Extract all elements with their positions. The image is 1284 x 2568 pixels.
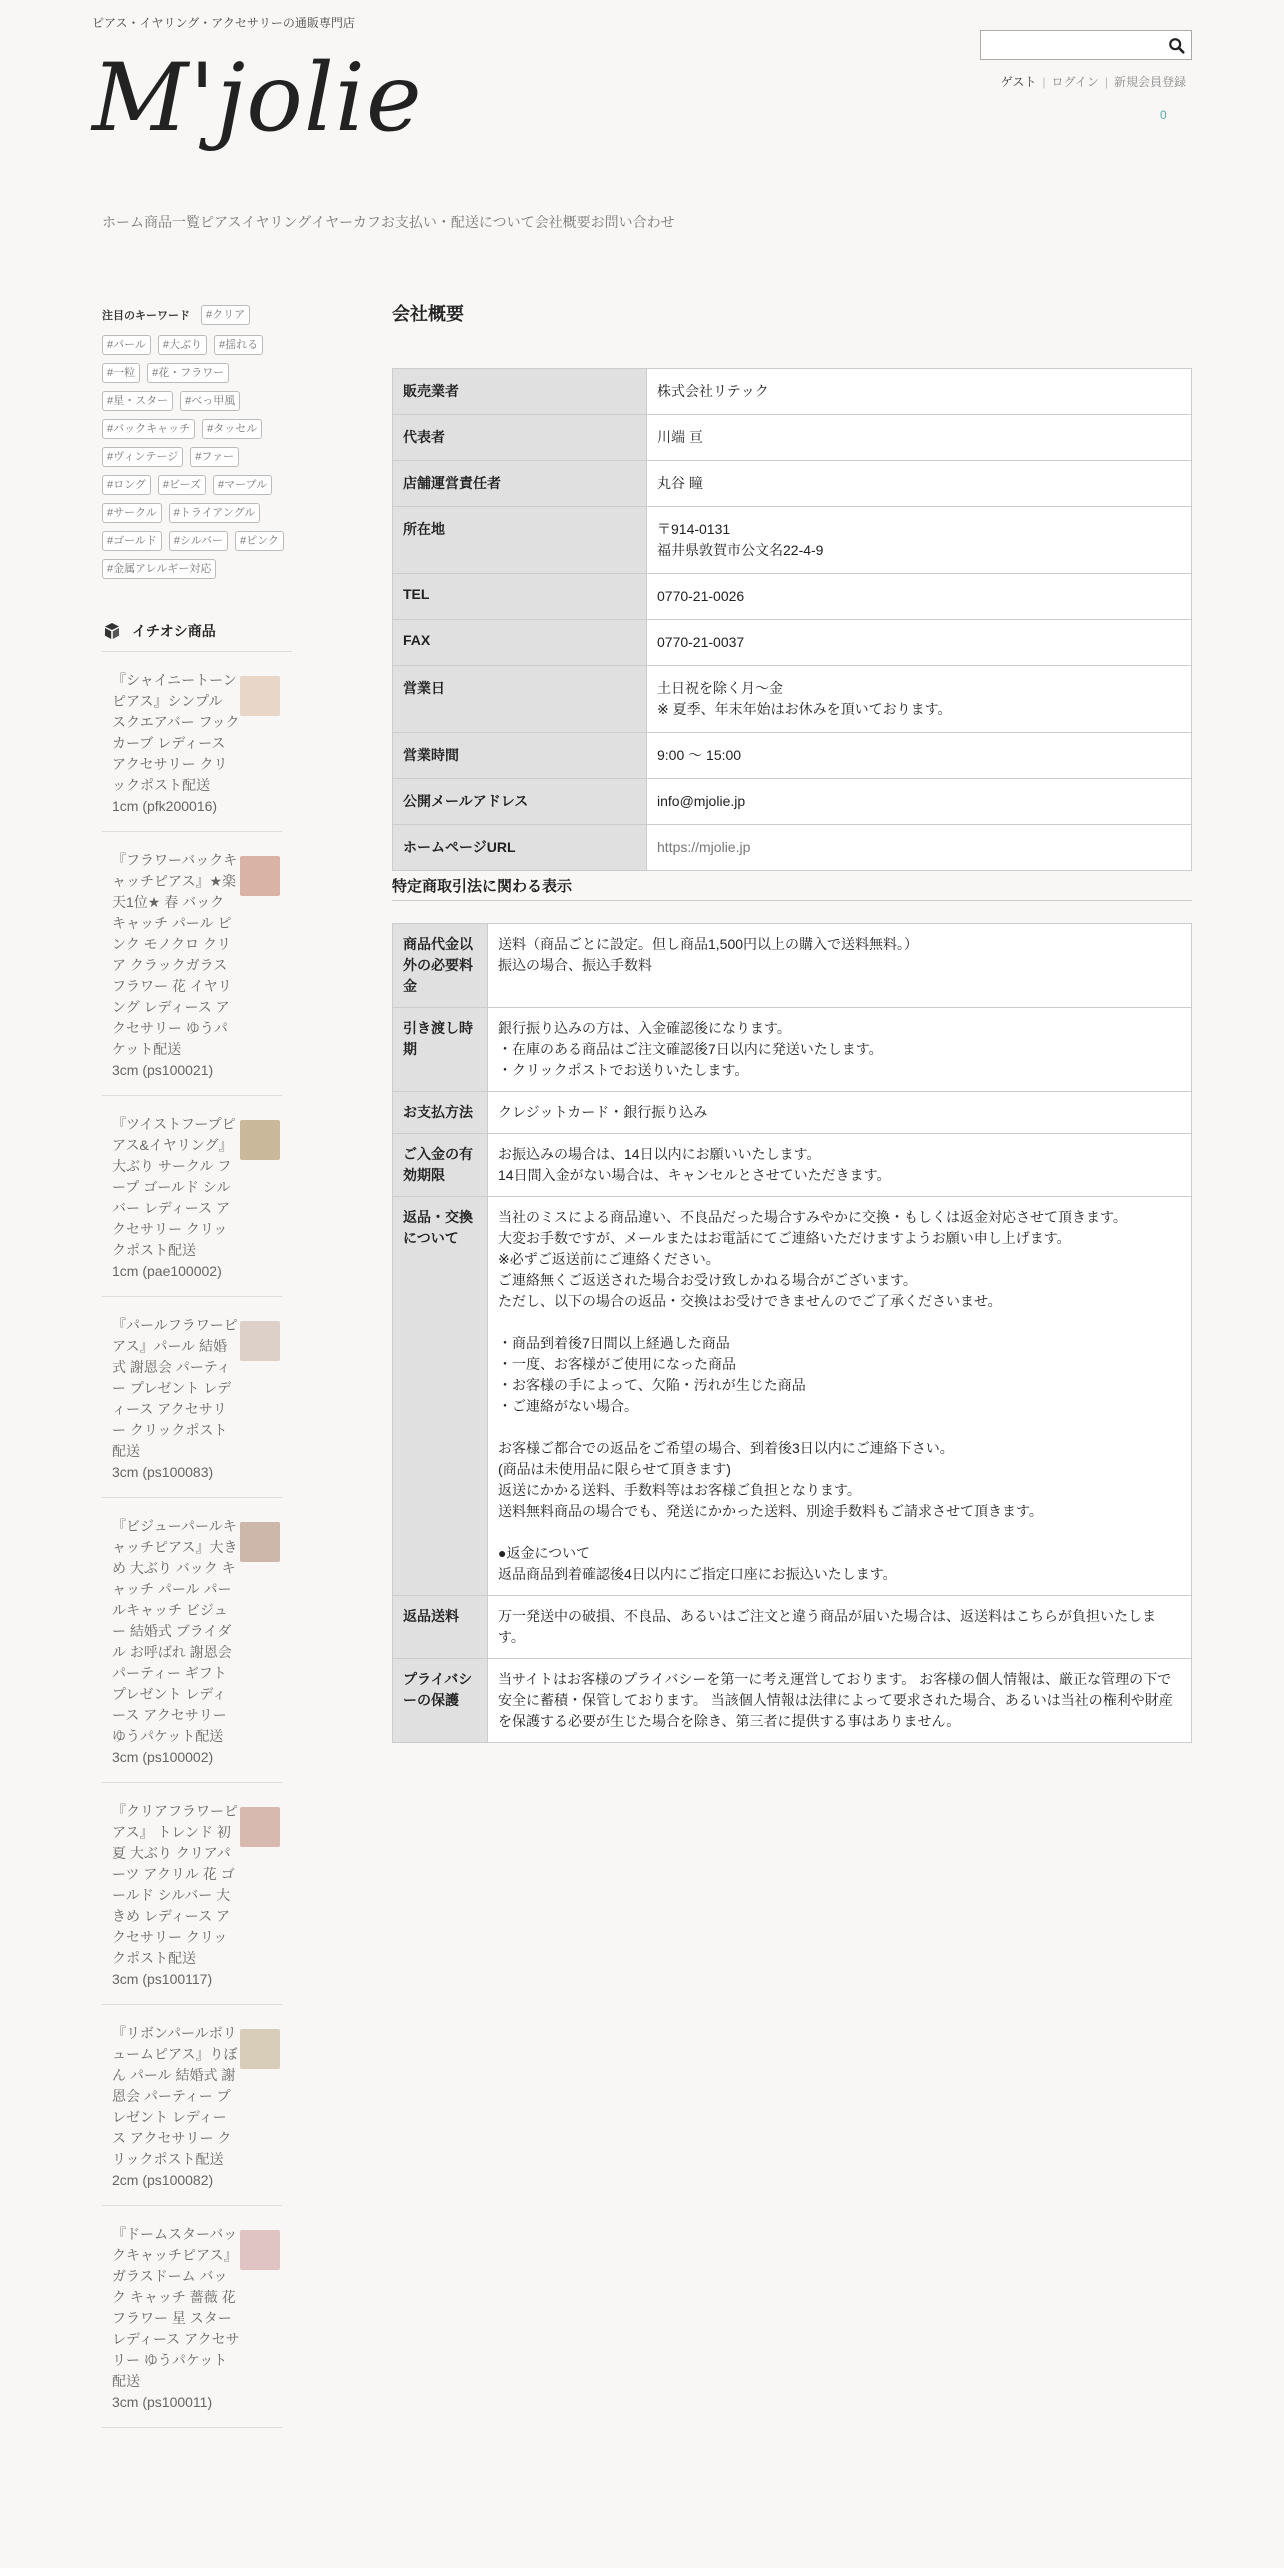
product-code: 3cm (ps100002)	[112, 1749, 214, 1765]
keywords-title: 注目のキーワード	[102, 310, 190, 322]
product-thumbnail[interactable]	[240, 2029, 280, 2069]
divider: |	[1104, 75, 1108, 89]
law-value: クレジットカード・銀行振り込み	[488, 1092, 1192, 1134]
keyword-tag[interactable]: #シルバー	[169, 531, 228, 551]
company-label: TEL	[393, 574, 647, 620]
keyword-tag[interactable]: #サークル	[102, 503, 162, 523]
keyword-tag[interactable]: #タッセル	[202, 419, 262, 439]
law-row	[393, 1092, 1192, 1134]
sidebar	[102, 305, 292, 2428]
nav-company[interactable]: 会社概要	[534, 214, 591, 230]
product-item[interactable]	[102, 2005, 282, 2206]
law-value: 銀行振り込みの方は、入金確認後になります。 ・在庫のある商品はご注文確認後7日以内に発送いたします。 ・クリックポストでお送りいたします。	[488, 1008, 1192, 1092]
law-row	[393, 924, 1192, 1008]
keyword-tag[interactable]: #一粒	[102, 363, 140, 383]
company-row	[393, 733, 1192, 779]
law-label: プライバシーの保護	[393, 1659, 488, 1743]
keyword-tag[interactable]: #べっ甲風	[180, 391, 240, 411]
search-icon[interactable]	[1168, 37, 1186, 55]
keyword-tag[interactable]: #星・スター	[102, 391, 173, 411]
company-label: 所在地	[393, 507, 647, 574]
search-input[interactable]	[981, 31, 1161, 59]
keyword-tag[interactable]: #バックキャッチ	[102, 419, 195, 439]
nav-contact[interactable]: お問い合わせ	[590, 214, 675, 230]
user-links	[995, 73, 1192, 90]
guest-label: ゲスト	[1000, 75, 1037, 89]
company-table	[392, 368, 1192, 871]
keyword-tag[interactable]: #大ぶり	[158, 335, 207, 355]
search-box	[980, 30, 1192, 60]
company-label: 販売業者	[393, 369, 647, 415]
pickup-header	[102, 621, 292, 652]
company-value: 川端 亘	[647, 415, 1192, 461]
nav-earcuff[interactable]: イヤーカフ	[311, 214, 381, 230]
law-label: 引き渡し時期	[393, 1008, 488, 1092]
keyword-tag[interactable]: #トライアングル	[169, 503, 260, 523]
law-label: ご入金の有効期限	[393, 1134, 488, 1197]
product-thumbnail[interactable]	[240, 1807, 280, 1847]
product-thumbnail[interactable]	[240, 856, 280, 896]
product-thumbnail[interactable]	[240, 2230, 280, 2270]
product-code: 3cm (ps100083)	[112, 1464, 214, 1480]
keyword-tag[interactable]: #パール	[102, 335, 151, 355]
company-value: 土日祝を除く月～金 ※ 夏季、年末年始はお休みを頂いております。	[647, 666, 1192, 733]
product-item[interactable]	[102, 832, 282, 1096]
pickup-title: イチオシ商品	[132, 623, 216, 639]
nav-earring[interactable]: イヤリング	[241, 214, 312, 230]
product-name[interactable]: 『シャイニートーンピアス』シンプル スクエアバー フックカーブ レディース アクセサリー クリックポスト配送	[112, 672, 240, 793]
law-value: 当社のミスによる商品違い、不良品だった場合すみやかに交換・もしくは返金対応させて頂きます。 大変お手数ですが、メールまたはお電話にてご連絡いただけますようお願い申し上げます。 ※必ずご返送前にご連絡ください。 ご連絡無くご返送された場合お受け致しかねる場合がございます。 ただし、以下の場合の返品・交換はお受けできませんのでご了承くださいませ。 ・商品到着後7日間以上経過した商品 ・一度、お客様がご使用になった商品 ・お客様の手によって、欠陥・汚れが生じた商品 ・ご連絡がない場合。 お客様ご都合での返品をご希望の場合、到着後3日以内にご連絡下さい。 (商品は未使用品に限らせて頂きます) 返送にかかる送料、手数料等はお客様ご負担となります。 送料無料商品の場合でも、発送にかかった送料、別途手数料もご請求させて頂きます。 ●返金について 返品商品到着確認後4日以内にご指定口座にお振込いたします。	[488, 1197, 1192, 1596]
company-value: 丸谷 瞳	[647, 461, 1192, 507]
keyword-tag[interactable]: #ロング	[102, 475, 151, 495]
law-label: お支払方法	[393, 1092, 488, 1134]
product-code: 3cm (ps100011)	[112, 2394, 213, 2410]
law-row	[393, 1197, 1192, 1596]
cube-icon	[102, 621, 122, 641]
company-row	[393, 666, 1192, 733]
nav-pierce[interactable]: ピアス	[200, 214, 242, 230]
divider: |	[1042, 75, 1046, 89]
product-item[interactable]	[102, 1498, 282, 1783]
keyword-tag[interactable]: #ゴールド	[102, 531, 162, 551]
product-name[interactable]: 『ツイストフープピアス&イヤリング』大ぶり サークル フープ ゴールド シルバー レディース アクセサリー クリックポスト配送	[112, 1116, 236, 1258]
product-name[interactable]: 『クリアフラワーピアス』 トレンド 初夏 大ぶり クリアパーツ アクリル 花 ゴールド シルバー 大きめ レディース アクセサリー クリックポスト配送	[112, 1803, 238, 1966]
company-label: 営業日	[393, 666, 647, 733]
company-value: 0770-21-0037	[647, 620, 1192, 666]
company-row	[393, 507, 1192, 574]
product-thumbnail[interactable]	[240, 1321, 280, 1361]
homepage-link[interactable]: https://mjolie.jp	[647, 825, 1192, 871]
law-table	[392, 923, 1192, 1743]
law-value: お振込みの場合は、14日以内にお願いいたします。 14日間入金がない場合は、キャンセルとさせていただきます。	[488, 1134, 1192, 1197]
company-label: 代表者	[393, 415, 647, 461]
product-code: 3cm (ps100021)	[112, 1062, 214, 1078]
product-item[interactable]	[102, 1783, 282, 2005]
law-label: 返品送料	[393, 1596, 488, 1659]
page-title: 会社概要	[392, 304, 464, 324]
keyword-list	[102, 305, 292, 579]
law-value: 当サイトはお客様のプライバシーを第一に考え運営しております。 お客様の個人情報は、厳正な管理の下で安全に蓄積・保管しております。 当該個人情報は法律によって要求された場合、あるいは当社の権利や財産を保護する必要が生じた場合を除き、第三者に提供する事はありません。	[488, 1659, 1192, 1743]
nav-products[interactable]: 商品一覧	[144, 214, 200, 230]
keyword-tag[interactable]: #ファー	[190, 447, 239, 467]
product-item[interactable]	[102, 652, 282, 832]
keyword-tag[interactable]: #揺れる	[214, 335, 263, 355]
product-item[interactable]	[102, 1096, 282, 1297]
product-code: 1cm (pae100002)	[112, 1263, 222, 1279]
law-value: 万一発送中の破損、不良品、あるいはご注文と違う商品が届いた場合は、返送料はこちらが負担いたします。	[488, 1596, 1192, 1659]
nav-payment-shipping[interactable]: お支払い・配送について	[380, 214, 535, 230]
keyword-tag[interactable]: #マーブル	[213, 475, 272, 495]
company-value: 0770-21-0026	[647, 574, 1192, 620]
product-name[interactable]: 『フラワーバックキャッチピアス』★楽天1位★ 春 バック キャッチ パール ピンク モノクロ クリア クラックガラス フラワー 花 イヤリング レディース アクセサリー ゆうパケット配送	[112, 852, 238, 1057]
cart-count[interactable]: 0	[1160, 108, 1167, 122]
product-item[interactable]	[102, 1297, 282, 1498]
company-label: 公開メールアドレス	[393, 779, 647, 825]
law-label: 返品・交換について	[393, 1197, 488, 1596]
product-name[interactable]: 『ビジューパールキャッチピアス』大きめ 大ぶり バック キャッチ パール パールキャッチ ビジュー 結婚式 ブライダル お呼ばれ 謝恩会 パーティー ギフト プレゼント レディース アクセサリー ゆうパケット配送	[112, 1518, 238, 1744]
global-nav	[102, 212, 675, 232]
product-code: 3cm (ps100117)	[112, 1971, 213, 1987]
company-row	[393, 620, 1192, 666]
product-name[interactable]: 『リボンパールボリュームピアス』りぼん パール 結婚式 謝恩会 パーティー プレゼント レディース アクセサリー クリックポスト配送	[112, 2025, 238, 2167]
product-thumbnail[interactable]	[240, 1522, 280, 1562]
company-value: 9:00 ～ 15:00	[647, 733, 1192, 779]
law-row	[393, 1596, 1192, 1659]
keyword-tag[interactable]: #金属アレルギー対応	[102, 559, 216, 579]
keyword-tag[interactable]: #ビーズ	[158, 475, 206, 495]
law-value: 送料（商品ごとに設定。但し商品1,500円以上の購入で送料無料。） 振込の場合、振込手数料	[488, 924, 1192, 1008]
company-row	[393, 779, 1192, 825]
company-label: 店舗運営責任者	[393, 461, 647, 507]
product-code: 1cm (pfk200016)	[112, 798, 218, 814]
product-item[interactable]	[102, 2206, 282, 2428]
keyword-tag[interactable]: #花・フラワー	[147, 363, 229, 383]
law-row	[393, 1008, 1192, 1092]
product-code: 2cm (ps100082)	[112, 2172, 214, 2188]
company-row	[393, 415, 1192, 461]
company-row	[393, 461, 1192, 507]
keyword-tag[interactable]: #ピンク	[235, 531, 284, 551]
product-thumbnail[interactable]	[240, 1120, 280, 1160]
site-tagline: ピアス・イヤリング・アクセサリーの通販専門店	[92, 16, 355, 30]
law-label: 商品代金以外の必要料金	[393, 924, 488, 1008]
company-value: 株式会社リテック	[647, 369, 1192, 415]
product-thumbnail[interactable]	[240, 676, 280, 716]
product-name[interactable]: 『パールフラワーピアス』パール 結婚式 謝恩会 パーティー プレゼント レディース アクセサリー クリックポスト配送	[112, 1317, 238, 1459]
company-row	[393, 574, 1192, 620]
site-logo[interactable]: M'jolie	[92, 44, 423, 153]
main-content	[392, 300, 1192, 1743]
company-label: ホームページURL	[393, 825, 647, 871]
company-value: 〒914-0131 福井県敦賀市公文名22-4-9	[647, 507, 1192, 574]
keyword-tag[interactable]: #クリア	[201, 305, 250, 325]
keyword-tag[interactable]: #ヴィンテージ	[102, 447, 183, 467]
nav-home[interactable]: ホーム	[102, 214, 144, 230]
company-row	[393, 825, 1192, 871]
company-label: FAX	[393, 620, 647, 666]
register-link[interactable]: 新規会員登録	[1113, 75, 1186, 89]
law-row	[393, 1134, 1192, 1197]
company-label: 営業時間	[393, 733, 647, 779]
login-link[interactable]: ログイン	[1051, 75, 1099, 89]
company-row	[393, 369, 1192, 415]
law-section-title: 特定商取引法に関わる表示	[392, 875, 1192, 901]
email-link[interactable]: info@mjolie.jp	[647, 779, 1192, 825]
pickup-product-list	[102, 652, 292, 2428]
law-row	[393, 1659, 1192, 1743]
product-name[interactable]: 『ドームスターバックキャッチピアス』 ガラスドーム バック キャッチ 薔薇 花 フラワー 星 スター レディース アクセサリー ゆうパケット配送	[112, 2226, 240, 2389]
